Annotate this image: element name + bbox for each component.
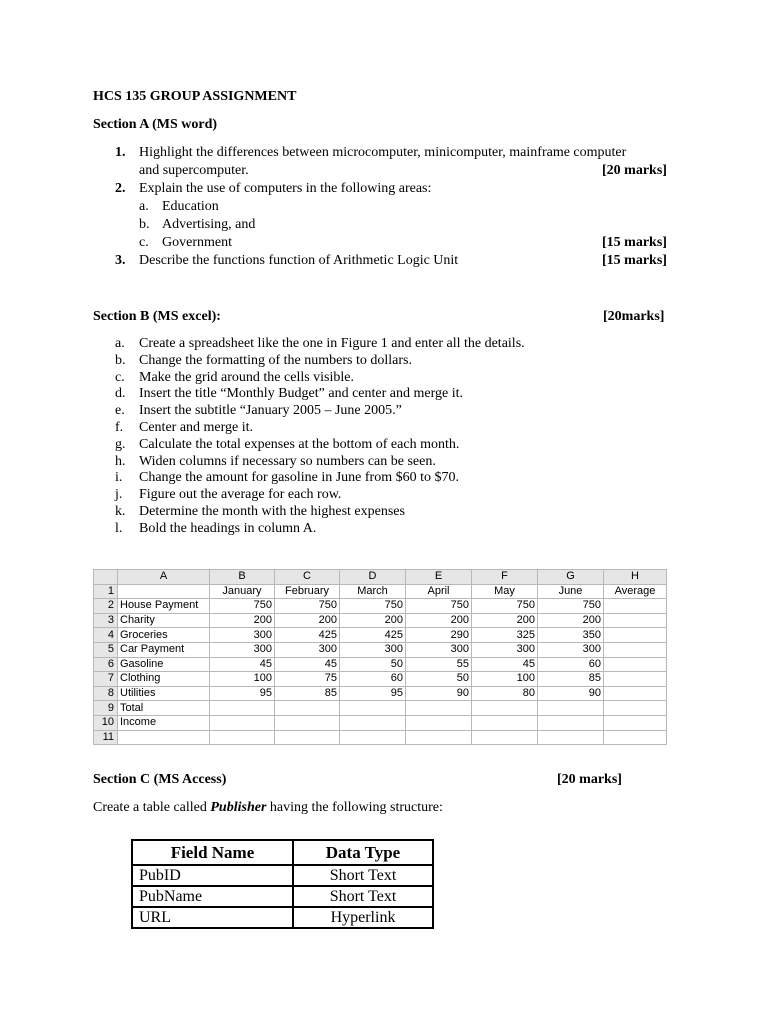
q1-text-line2: and supercomputer. xyxy=(139,163,249,178)
section-b-item: Center and merge it. xyxy=(139,420,254,435)
section-b-item-letter: i. xyxy=(115,470,123,486)
value-cell: 45 xyxy=(210,657,275,672)
q2-item-letter: c. xyxy=(139,235,149,250)
section-b-item: Widen columns if necessary so numbers can be seen. xyxy=(139,453,436,469)
table-row xyxy=(132,886,433,907)
value-cell: 300 xyxy=(275,642,340,657)
row-label: Charity xyxy=(118,613,210,628)
value-cell xyxy=(538,701,604,716)
section-b-item: Create a spreadsheet like the one in Figure 1 and enter all the details. xyxy=(139,336,525,351)
value-cell: 300 xyxy=(210,628,275,643)
value-cell: 45 xyxy=(472,657,538,672)
month-header: April xyxy=(406,584,472,599)
average-cell xyxy=(604,613,667,628)
q3-text: Describe the functions function of Arithmetic Logic Unit xyxy=(139,253,459,268)
value-cell: 750 xyxy=(210,599,275,614)
row-number: 4 xyxy=(94,628,118,643)
value-cell: 750 xyxy=(340,599,406,614)
value-cell: 200 xyxy=(340,613,406,628)
value-cell xyxy=(472,715,538,730)
section-b-item-letter: k. xyxy=(115,504,126,519)
col-letter: F xyxy=(472,570,538,585)
value-cell: 300 xyxy=(340,642,406,657)
col-letter: G xyxy=(538,570,604,585)
value-cell: 45 xyxy=(275,657,340,672)
sheet-row xyxy=(94,730,667,745)
average-header: Average xyxy=(604,584,667,599)
section-b-item: Calculate the total expenses at the bottom of each month. xyxy=(139,436,460,452)
table-row xyxy=(132,865,433,886)
field-name: PubName xyxy=(132,886,293,907)
row-number: 8 xyxy=(94,686,118,701)
section-b-item-letter: l. xyxy=(115,520,123,536)
section-b-item: Insert the subtitle “January 2005 – June 2005.” xyxy=(139,403,402,419)
value-cell: 750 xyxy=(472,599,538,614)
row-label: Clothing xyxy=(118,672,210,687)
average-cell xyxy=(604,686,667,701)
q1-text-line1: Highlight the differences between microcomputer, minicomputer, mainframe computer xyxy=(139,145,627,160)
section-b-item-letter: a. xyxy=(115,336,125,351)
value-cell: 85 xyxy=(538,672,604,687)
section-c-intro xyxy=(93,800,443,816)
value-cell: 85 xyxy=(275,686,340,701)
average-cell xyxy=(604,701,667,716)
intro-text: having the following structure: xyxy=(266,800,443,815)
section-b-item: Make the grid around the cells visible. xyxy=(139,369,354,385)
average-cell xyxy=(604,657,667,672)
section-b-item-letter: j. xyxy=(115,487,123,503)
value-cell: 425 xyxy=(340,628,406,643)
row-number: 11 xyxy=(94,730,118,745)
value-cell xyxy=(406,715,472,730)
average-cell xyxy=(604,672,667,687)
value-cell xyxy=(538,730,604,745)
value-cell xyxy=(340,730,406,745)
q1-marks: [20 marks] xyxy=(602,163,667,178)
sheet-row xyxy=(94,642,667,657)
col-letter: A xyxy=(118,570,210,585)
value-cell: 50 xyxy=(406,672,472,687)
section-b-marks: [20marks] xyxy=(603,309,665,324)
value-cell: 95 xyxy=(210,686,275,701)
value-cell xyxy=(210,730,275,745)
row-label: Gasoline xyxy=(118,657,210,672)
average-cell xyxy=(604,730,667,745)
value-cell xyxy=(210,701,275,716)
cell xyxy=(118,584,210,599)
value-cell: 425 xyxy=(275,628,340,643)
value-cell xyxy=(406,701,472,716)
value-cell: 200 xyxy=(538,613,604,628)
value-cell xyxy=(275,715,340,730)
row-number: 2 xyxy=(94,599,118,614)
section-b-item-letter: c. xyxy=(115,369,125,385)
value-cell: 350 xyxy=(538,628,604,643)
section-b-item-letter: h. xyxy=(115,453,126,469)
column-letters-row xyxy=(94,570,667,585)
field-name-header: Field Name xyxy=(132,840,293,865)
table-header-row xyxy=(132,840,433,865)
section-c-heading: Section C (MS Access) xyxy=(93,772,227,787)
month-header: January xyxy=(210,584,275,599)
row-label xyxy=(118,730,210,745)
budget-spreadsheet xyxy=(93,569,667,745)
section-b-item: Bold the headings in column A. xyxy=(139,520,317,536)
q2-item-letter: b. xyxy=(139,217,150,232)
data-type: Short Text xyxy=(293,865,433,886)
value-cell xyxy=(340,715,406,730)
col-letter: D xyxy=(340,570,406,585)
row-number: 6 xyxy=(94,657,118,672)
col-letter: B xyxy=(210,570,275,585)
col-letter: H xyxy=(604,570,667,585)
value-cell: 55 xyxy=(406,657,472,672)
value-cell: 95 xyxy=(340,686,406,701)
data-type: Short Text xyxy=(293,886,433,907)
value-cell: 60 xyxy=(538,657,604,672)
section-a-heading: Section A (MS word) xyxy=(93,117,218,132)
field-name: URL xyxy=(132,907,293,928)
value-cell: 60 xyxy=(340,672,406,687)
value-cell: 90 xyxy=(538,686,604,701)
sheet-row xyxy=(94,715,667,730)
sheet-row xyxy=(94,599,667,614)
corner-cell xyxy=(94,570,118,585)
section-b-item-letter: g. xyxy=(115,436,126,452)
value-cell: 750 xyxy=(406,599,472,614)
section-b-item: Determine the month with the highest expenses xyxy=(139,504,405,519)
section-b-item: Insert the title “Monthly Budget” and center and merge it. xyxy=(139,386,463,402)
row-label: Total xyxy=(118,701,210,716)
row-label: Groceries xyxy=(118,628,210,643)
row-number: 7 xyxy=(94,672,118,687)
row-number: 3 xyxy=(94,613,118,628)
value-cell: 200 xyxy=(210,613,275,628)
value-cell: 100 xyxy=(210,672,275,687)
average-cell xyxy=(604,715,667,730)
average-cell xyxy=(604,642,667,657)
section-b-item-letter: e. xyxy=(115,403,125,419)
month-header: May xyxy=(472,584,538,599)
value-cell: 200 xyxy=(472,613,538,628)
q2-number: 2. xyxy=(115,181,126,196)
value-cell xyxy=(472,701,538,716)
value-cell xyxy=(472,730,538,745)
q3-number: 3. xyxy=(115,253,126,268)
q2-item: Education xyxy=(162,199,219,214)
value-cell: 300 xyxy=(406,642,472,657)
sheet-row xyxy=(94,701,667,716)
section-b-item: Change the amount for gasoline in June from $60 to $70. xyxy=(139,470,459,486)
value-cell: 750 xyxy=(275,599,340,614)
section-b-item-letter: b. xyxy=(115,352,126,368)
page-title: HCS 135 GROUP ASSIGNMENT xyxy=(93,89,297,104)
publisher-structure-table xyxy=(131,839,434,929)
value-cell: 300 xyxy=(538,642,604,657)
value-cell: 200 xyxy=(275,613,340,628)
value-cell xyxy=(340,701,406,716)
q1-number: 1. xyxy=(115,145,126,160)
table-name: Publisher xyxy=(210,800,267,815)
value-cell: 90 xyxy=(406,686,472,701)
month-header: June xyxy=(538,584,604,599)
value-cell xyxy=(210,715,275,730)
sheet-row-1 xyxy=(94,584,667,599)
row-label: House Payment xyxy=(118,599,210,614)
table-row xyxy=(132,907,433,928)
row-number: 5 xyxy=(94,642,118,657)
q2-text: Explain the use of computers in the following areas: xyxy=(139,181,432,196)
row-number: 9 xyxy=(94,701,118,716)
section-b-item: Change the formatting of the numbers to dollars. xyxy=(139,352,412,368)
value-cell xyxy=(275,701,340,716)
row-label: Car Payment xyxy=(118,642,210,657)
sheet-row xyxy=(94,613,667,628)
value-cell: 300 xyxy=(472,642,538,657)
value-cell xyxy=(406,730,472,745)
value-cell: 290 xyxy=(406,628,472,643)
data-type-header: Data Type xyxy=(293,840,433,865)
intro-text: Create a table called xyxy=(93,800,211,815)
row-label: Income xyxy=(118,715,210,730)
col-letter: C xyxy=(275,570,340,585)
section-b-item-letter: d. xyxy=(115,386,126,402)
value-cell: 200 xyxy=(406,613,472,628)
value-cell: 75 xyxy=(275,672,340,687)
section-c-marks: [20 marks] xyxy=(557,772,622,787)
sheet-row xyxy=(94,686,667,701)
q2-item-letter: a. xyxy=(139,199,149,214)
value-cell xyxy=(538,715,604,730)
section-b-item: Figure out the average for each row. xyxy=(139,487,342,503)
section-b-item-letter: f. xyxy=(115,420,124,435)
q2-item: Advertising, and xyxy=(162,217,256,232)
col-letter: E xyxy=(406,570,472,585)
sheet-row xyxy=(94,628,667,643)
sheet-row xyxy=(94,672,667,687)
month-header: March xyxy=(340,584,406,599)
section-b-heading: Section B (MS excel): xyxy=(93,309,221,324)
value-cell: 750 xyxy=(538,599,604,614)
q2-item: Government xyxy=(162,235,232,250)
q2-marks: [15 marks] xyxy=(602,235,667,250)
row-label: Utilities xyxy=(118,686,210,701)
value-cell: 300 xyxy=(210,642,275,657)
average-cell xyxy=(604,599,667,614)
q3-marks: [15 marks] xyxy=(602,253,667,268)
value-cell: 50 xyxy=(340,657,406,672)
average-cell xyxy=(604,628,667,643)
row-number: 1 xyxy=(94,584,118,599)
sheet-row xyxy=(94,657,667,672)
data-type: Hyperlink xyxy=(293,907,433,928)
value-cell xyxy=(275,730,340,745)
value-cell: 325 xyxy=(472,628,538,643)
value-cell: 80 xyxy=(472,686,538,701)
value-cell: 100 xyxy=(472,672,538,687)
row-number: 10 xyxy=(94,715,118,730)
month-header: February xyxy=(275,584,340,599)
field-name: PubID xyxy=(132,865,293,886)
